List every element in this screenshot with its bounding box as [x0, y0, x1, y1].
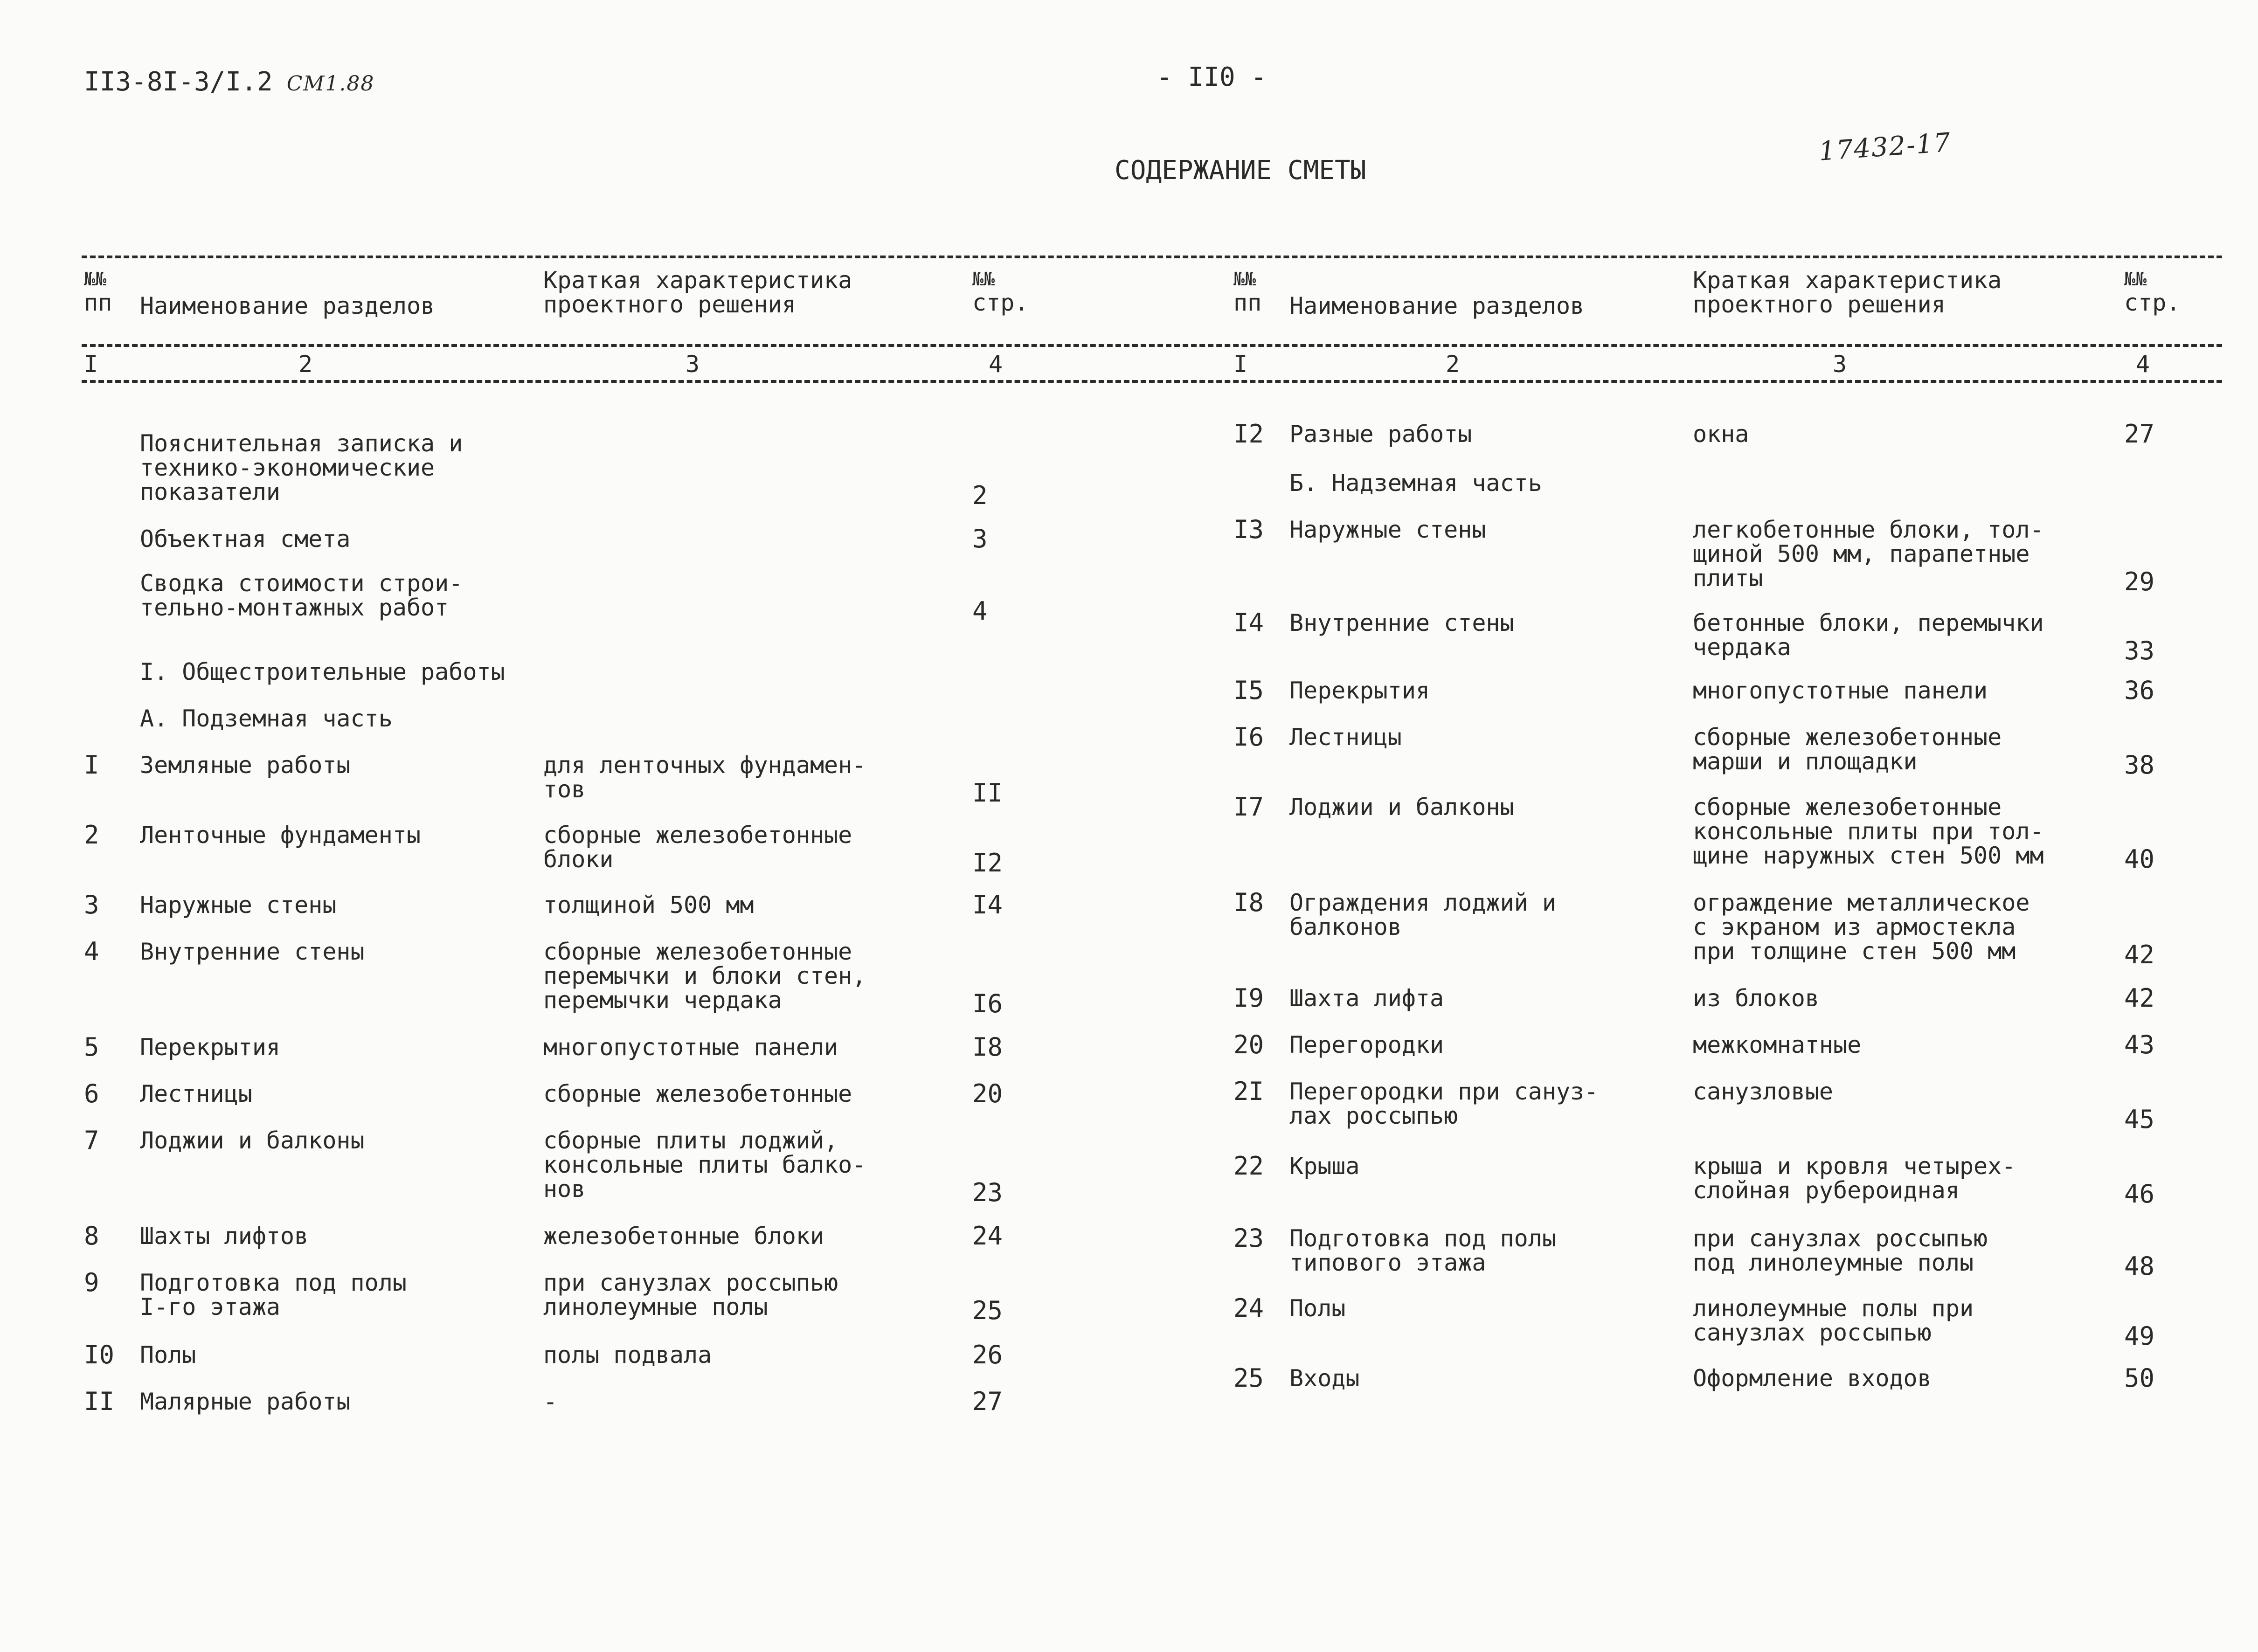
section-name: Наружные стены [140, 892, 337, 919]
page-title: СОДЕРЖАНИЕ СМЕТЫ [1115, 155, 1366, 186]
row-number: 2I [1233, 1077, 1264, 1106]
col-page-line2: стр. [2124, 289, 2181, 316]
section-description: плиты [1693, 565, 1763, 592]
col-no-header-left [84, 268, 112, 315]
row-number: I5 [1233, 676, 1264, 705]
section-description: сборные железобетонные [543, 938, 852, 965]
section-name: Крыша [1289, 1153, 1360, 1180]
section-name: Перегородки при сануз- [1289, 1078, 1599, 1105]
page-ref: 24 [972, 1221, 1003, 1251]
section-description: блоки [543, 846, 614, 873]
section-description: при санузлах россыпью [1693, 1225, 1988, 1252]
section-name: I. Общестроительные работы [140, 658, 505, 685]
section-name: Наружные стены [1289, 516, 1486, 543]
page-ref: 29 [2124, 567, 2155, 596]
page-ref: 38 [2124, 750, 2155, 780]
document-code-handwritten: СМ1.88 [286, 72, 375, 96]
section-name: Шахты лифтов [140, 1223, 309, 1250]
section-name: I-го этажа [140, 1293, 281, 1320]
section-description: перемычки чердака [543, 987, 782, 1014]
section-description: марши и площадки [1693, 748, 1918, 775]
page-ref: 23 [972, 1178, 1003, 1207]
section-description: линолеумные полы при [1693, 1295, 1974, 1322]
section-description: щиной 500 мм, парапетные [1693, 540, 2030, 567]
index-label-3-right: 3 [1833, 351, 1847, 378]
section-description: при санузлах россыпью [543, 1269, 838, 1296]
page-ref: 26 [972, 1340, 1003, 1369]
col-desc-line2: проектного решения [543, 291, 796, 318]
section-description: при толщине стен 500 мм [1693, 938, 2016, 965]
page-ref: I8 [972, 1032, 1003, 1062]
section-description: санузлах россыпью [1693, 1319, 1932, 1346]
row-number: 3 [84, 890, 99, 919]
section-description: толщиной 500 мм [543, 892, 754, 919]
page-ref: 33 [2124, 636, 2155, 665]
table-top-rule [82, 256, 2222, 258]
page-ref: I2 [972, 848, 1003, 878]
section-description: сборные железобетонные [1693, 724, 2002, 751]
row-number: 23 [1233, 1223, 1264, 1253]
section-description: бетонные блоки, перемычки [1693, 609, 2044, 636]
row-number: 24 [1233, 1293, 1264, 1323]
section-description: линолеумные полы [543, 1293, 768, 1320]
header-rule [82, 344, 2222, 347]
page-ref: 36 [2124, 676, 2155, 705]
col-no-header-right [1233, 268, 1261, 315]
col-desc-line1: Краткая характеристика [543, 267, 852, 294]
row-number: I7 [1233, 792, 1264, 822]
section-name: показатели [140, 478, 281, 505]
section-name: лах россыпью [1289, 1102, 1458, 1129]
row-number: I4 [1233, 608, 1264, 637]
section-name: Объектная смета [140, 525, 351, 553]
section-name: технико-экономические [140, 454, 435, 481]
section-name: Перекрытия [140, 1034, 281, 1061]
section-description: - [543, 1388, 558, 1415]
page-ref: 20 [972, 1079, 1003, 1108]
section-description: консольные плиты балко- [543, 1151, 866, 1178]
index-rule [82, 380, 2222, 383]
col-page-line2: стр. [972, 289, 1029, 316]
row-number: 4 [84, 937, 99, 966]
section-description: полы подвала [543, 1341, 712, 1369]
row-number: 25 [1233, 1363, 1264, 1393]
section-description: тов [543, 776, 586, 803]
page-ref: 40 [2124, 844, 2155, 874]
page-ref: 27 [972, 1387, 1003, 1416]
col-no-line1: №№ [84, 269, 107, 290]
section-name: Подготовка под полы [1289, 1225, 1556, 1252]
page-ref: 42 [2124, 940, 2155, 969]
section-description: крыша и кровля четырех- [1693, 1153, 2016, 1180]
page-ref: 46 [2124, 1179, 2155, 1209]
section-name: Малярные работы [140, 1388, 351, 1415]
section-name: Разные работы [1289, 421, 1472, 448]
row-number: I9 [1233, 983, 1264, 1013]
section-name: Лоджии и балконы [140, 1127, 365, 1154]
section-name: Шахта лифта [1289, 985, 1444, 1012]
section-description: чердака [1693, 634, 1791, 661]
section-description: для ленточных фундамен- [543, 752, 866, 779]
section-name: Земляные работы [140, 752, 351, 779]
section-name: Подготовка под полы [140, 1269, 407, 1296]
section-name: Перегородки [1289, 1031, 1444, 1058]
page-ref: I4 [972, 890, 1003, 919]
index-label-4-left: 4 [989, 351, 1003, 378]
row-number: 5 [84, 1032, 99, 1062]
section-name: Лестницы [1289, 724, 1402, 751]
section-description: под линолеумные полы [1693, 1249, 1974, 1276]
page-ref: 50 [2124, 1363, 2155, 1393]
row-number: 6 [84, 1079, 99, 1108]
section-name: Полы [140, 1341, 196, 1369]
section-name: Б. Надземная часть [1289, 470, 1542, 497]
row-number: II [84, 1387, 115, 1416]
page-ref: 48 [2124, 1251, 2155, 1281]
page-ref: 2 [972, 481, 988, 510]
page-ref: 49 [2124, 1321, 2155, 1351]
section-description: с экраном из армостекла [1693, 913, 2016, 940]
section-name: Лестницы [140, 1080, 252, 1107]
row-number: 20 [1233, 1030, 1264, 1059]
row-number: I [84, 750, 99, 780]
page-number: - II0 - [1157, 62, 1267, 92]
section-name: Внутренние стены [140, 938, 365, 965]
section-name: Пояснительная записка и [140, 430, 463, 457]
col-page-line1: №№ [972, 269, 995, 290]
section-description: межкомнатные [1693, 1031, 1862, 1058]
section-name: Сводка стоимости строи- [140, 570, 463, 597]
page-ref: 25 [972, 1296, 1003, 1325]
col-page-line1: №№ [2124, 269, 2147, 290]
index-label-1-right: I [1233, 351, 1248, 378]
index-label-4-right: 4 [2136, 351, 2150, 378]
row-number: I2 [1233, 419, 1264, 449]
row-number: 8 [84, 1221, 99, 1251]
page-ref: 27 [2124, 419, 2155, 449]
section-description: сборные плиты лоджий, [543, 1127, 838, 1154]
document-code [84, 67, 375, 97]
section-name: балконов [1289, 913, 1402, 940]
col-no-line2: пп [1233, 289, 1262, 316]
col-name-header-right: Наименование разделов [1289, 292, 1585, 319]
section-description: сборные железобетонные [543, 1080, 852, 1107]
index-label-1-left: I [84, 351, 98, 378]
document-code-text: II3-8I-3/I.2 [84, 67, 273, 97]
page-ref: 43 [2124, 1030, 2155, 1059]
row-number: I0 [84, 1340, 115, 1369]
col-desc-line2: проектного решения [1693, 291, 1946, 318]
section-description: нов [543, 1175, 586, 1203]
section-name: Перекрытия [1289, 677, 1430, 704]
page-ref: II [972, 778, 1003, 808]
section-description: Оформление входов [1693, 1365, 1932, 1392]
section-description: щине наружных стен 500 мм [1693, 842, 2044, 869]
section-description: слойная рубероидная [1693, 1177, 1960, 1204]
section-description: многопустотные панели [543, 1034, 838, 1061]
section-name: А. Подземная часть [140, 705, 393, 732]
index-label-2-left: 2 [298, 351, 313, 378]
page-ref: 45 [2124, 1105, 2155, 1134]
row-number: I3 [1233, 515, 1264, 544]
row-number: 22 [1233, 1151, 1264, 1181]
section-description: консольные плиты при тол- [1693, 818, 2044, 845]
section-description: ограждение металлическое [1693, 889, 2030, 916]
section-name: Ленточные фундаменты [140, 822, 421, 849]
section-description: легкобетонные блоки, тол- [1693, 516, 2044, 543]
col-desc-header-right [1693, 268, 2002, 317]
col-name-header-left: Наименование разделов [140, 292, 435, 319]
col-no-line1: №№ [1233, 269, 1256, 290]
section-name: типового этажа [1289, 1249, 1486, 1276]
section-description: сборные железобетонные [543, 822, 852, 849]
section-name: Внутренние стены [1289, 609, 1514, 636]
archive-number: 17432-17 [1818, 127, 1953, 167]
page-ref: I6 [972, 989, 1003, 1018]
col-desc-line1: Краткая характеристика [1693, 267, 2002, 294]
section-description: железобетонные блоки [543, 1223, 824, 1250]
section-name: Входы [1289, 1365, 1360, 1392]
section-description: сборные железобетонные [1693, 794, 2002, 821]
row-number: I8 [1233, 888, 1264, 917]
col-page-header-right [2124, 268, 2180, 315]
page-ref: 42 [2124, 983, 2155, 1013]
section-description: из блоков [1693, 985, 1819, 1012]
row-number: 2 [84, 820, 99, 850]
col-desc-header-left [543, 268, 852, 317]
row-number: 9 [84, 1268, 99, 1297]
row-number: I6 [1233, 722, 1264, 752]
row-number: 7 [84, 1126, 99, 1155]
col-no-line2: пп [84, 289, 112, 316]
section-name: Лоджии и балконы [1289, 794, 1514, 821]
page-ref: 4 [972, 596, 988, 626]
section-name: Ограждения лоджий и [1289, 889, 1556, 916]
col-page-header-left [972, 268, 1028, 315]
section-name: тельно-монтажных работ [140, 594, 449, 621]
section-description: санузловые [1693, 1078, 1834, 1105]
section-description: перемычки и блоки стен, [543, 962, 866, 989]
index-label-3-left: 3 [686, 351, 700, 378]
index-label-2-right: 2 [1446, 351, 1460, 378]
page-ref: 3 [972, 524, 988, 553]
section-name: Полы [1289, 1295, 1346, 1322]
section-description: многопустотные панели [1693, 677, 1988, 704]
section-description: окна [1693, 421, 1749, 448]
